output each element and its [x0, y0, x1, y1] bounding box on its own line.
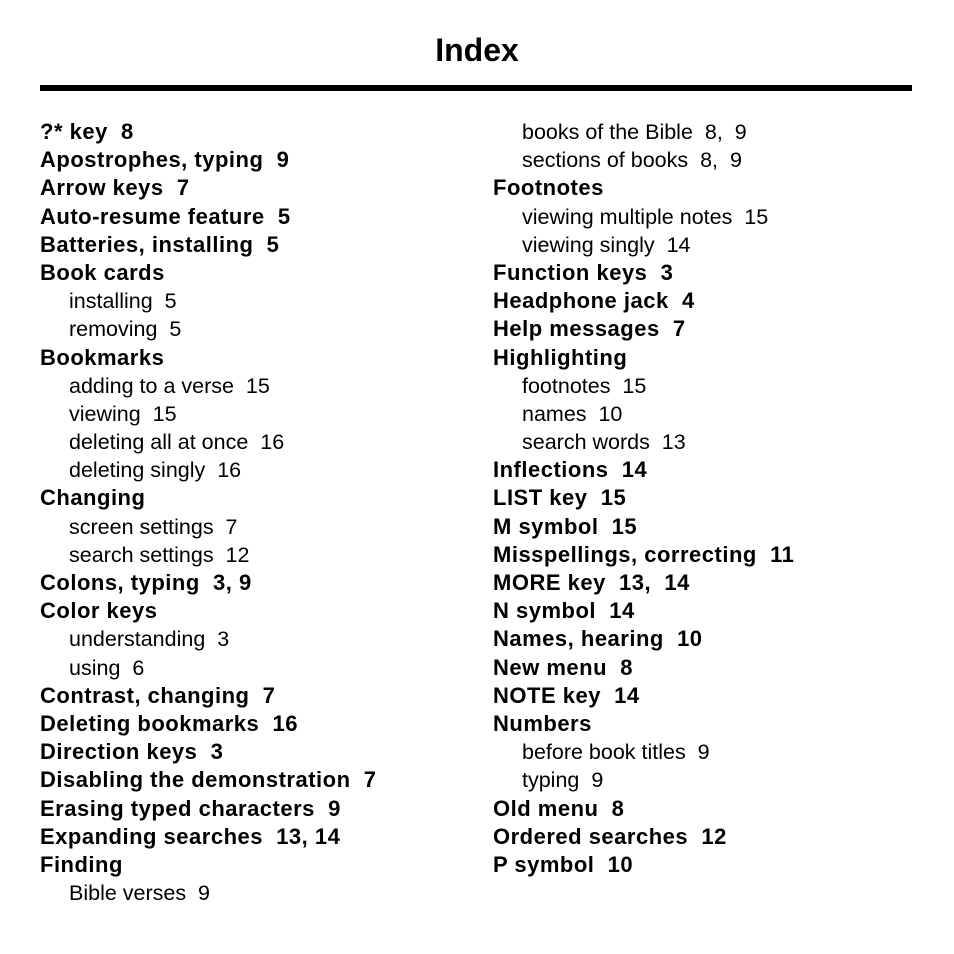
- index-entry: Names, hearing 10: [493, 626, 703, 652]
- index-entry: Inflections 14: [493, 457, 648, 483]
- index-entry: Old menu 8: [493, 795, 625, 821]
- index-subentry: search settings 12: [69, 542, 250, 567]
- index-entry: Changing: [40, 485, 146, 511]
- index-subentry: using 6: [69, 655, 145, 680]
- index-subentry: viewing multiple notes 15: [522, 204, 769, 229]
- index-subentry: adding to a verse 15: [69, 373, 270, 398]
- index-subentry: footnotes 15: [522, 373, 647, 398]
- index-subentry: viewing singly 14: [522, 232, 691, 257]
- index-subentry: typing 9: [522, 768, 604, 793]
- index-subentry: removing 5: [69, 317, 182, 342]
- index-entry: New menu 8: [493, 654, 633, 680]
- index-entry: N symbol 14: [493, 598, 635, 624]
- index-entry: Expanding searches 13, 14: [40, 823, 341, 849]
- index-subentry: Bible verses 9: [69, 881, 211, 906]
- index-entry: Numbers: [493, 710, 592, 736]
- index-subentry: books of the Bible 8, 9: [522, 120, 747, 144]
- index-entry: Misspellings, correcting 11: [493, 541, 795, 567]
- index-entry: Finding: [40, 851, 123, 877]
- index-subentry: screen settings 7: [69, 514, 238, 539]
- index-column-left: [40, 118, 480, 907]
- index-subentry: viewing 15: [69, 401, 177, 426]
- index-entry: Contrast, changing 7: [40, 682, 276, 708]
- index-subentry: sections of books 8, 9: [522, 148, 742, 173]
- index-entry: Erasing typed characters 9: [40, 795, 341, 821]
- index-entry: MORE key 13, 14: [493, 570, 690, 595]
- index-subentry: deleting all at once 16: [69, 430, 285, 455]
- index-entry: Bookmarks: [40, 344, 165, 370]
- index-entry: Book cards: [40, 259, 165, 285]
- index-entry: P symbol 10: [493, 851, 634, 877]
- index-subentry: search words 13: [522, 430, 686, 455]
- index-subentry: deleting singly 16: [69, 458, 242, 483]
- index-entry: Headphone jack 4: [493, 288, 695, 314]
- index-entry: Auto-resume feature 5: [40, 203, 291, 229]
- index-entry: Ordered searches 12: [493, 823, 727, 849]
- index-entry: ?* key 8: [40, 119, 134, 144]
- index-entry: LIST key 15: [493, 485, 627, 511]
- index-subentry: understanding 3: [69, 627, 230, 652]
- index-entry: Function keys 3: [493, 259, 674, 285]
- index-entry: Deleting bookmarks 16: [40, 710, 298, 736]
- index-entry: Batteries, installing 5: [40, 231, 280, 257]
- index-entry: Arrow keys 7: [40, 175, 190, 201]
- index-entry: NOTE key 14: [493, 682, 640, 708]
- index-entry: Apostrophes, typing 9: [40, 147, 290, 173]
- index-column-right: [493, 118, 933, 879]
- index-subentry: before book titles 9: [522, 740, 710, 765]
- index-entry: Highlighting: [493, 344, 628, 370]
- index-entry: Color keys: [40, 598, 158, 624]
- index-entry: Footnotes: [493, 175, 604, 201]
- index-entry: Direction keys 3: [40, 739, 224, 765]
- index-subentry: names 10: [522, 401, 623, 426]
- index-entry: Colons, typing 3, 9: [40, 570, 252, 595]
- index-entry: Help messages 7: [493, 316, 686, 342]
- index-entry: Disabling the demonstration 7: [40, 767, 377, 793]
- index-entry: M symbol 15: [493, 513, 638, 539]
- index-subentry: installing 5: [69, 289, 177, 314]
- title-rule: [40, 85, 912, 91]
- page-title: Index: [435, 32, 519, 68]
